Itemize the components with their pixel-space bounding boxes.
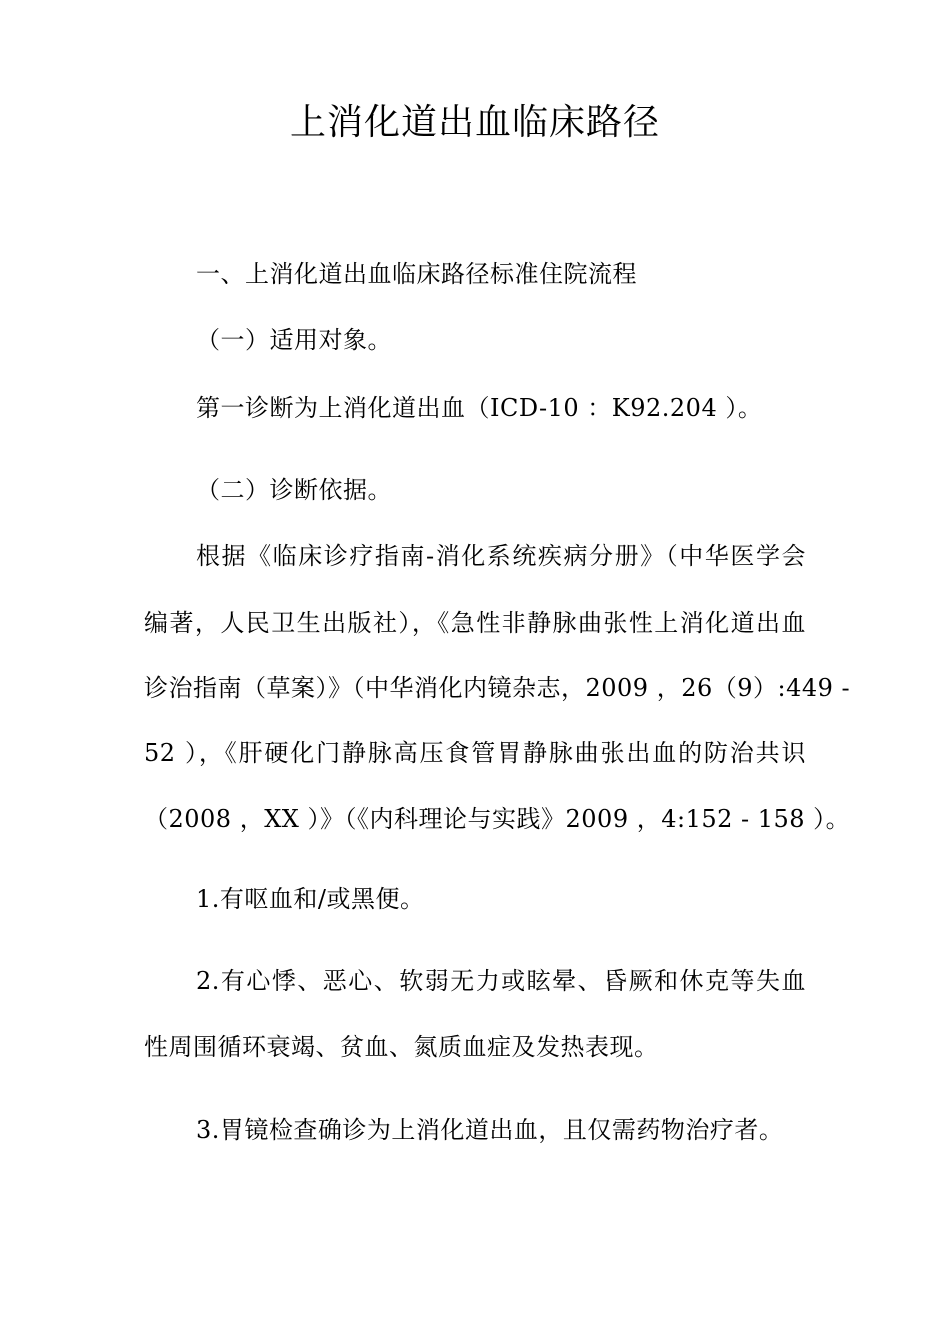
section-heading-1: 一、上消化道出血临床路径标准住院流程: [196, 260, 637, 288]
paragraph-line: 第一诊断为上消化道出血（ICD-10 ：K92.204 ）。: [196, 394, 763, 422]
subsection-heading-1: （一）适用对象。: [196, 326, 392, 354]
list-item-continued: 性周围循环衰竭、贫血、氮质血症及发热表现。: [144, 1033, 659, 1061]
paragraph-line: （2008 ，XX ）》（《内科理论与实践》2009 ，4:152 - 158 ）。: [144, 805, 851, 833]
list-item: 1.有呕血和/或黑便。: [196, 885, 425, 913]
paragraph-line: 诊治指南（草案）》（中华消化内镜杂志，2009 ，26（9）:449 -: [144, 674, 851, 702]
paragraph-line: 根据《临床诊疗指南-消化系统疾病分册》（中华医学会: [196, 542, 806, 570]
paragraph-line: 编著，人民卫生出版社），《急性非静脉曲张性上消化道出血: [144, 609, 806, 637]
subsection-heading-2: （二）诊断依据。: [196, 476, 392, 504]
list-item: 2.有心悸、恶心、软弱无力或眩晕、昏厥和休克等失血: [196, 967, 806, 995]
list-item: 3.胃镜检查确诊为上消化道出血，且仅需药物治疗者。: [196, 1116, 784, 1144]
document-title: 上消化道出血临床路径: [289, 102, 660, 143]
paragraph-line: 52 ），《肝硬化门静脉高压食管胃静脉曲张出血的防治共识: [144, 739, 806, 767]
